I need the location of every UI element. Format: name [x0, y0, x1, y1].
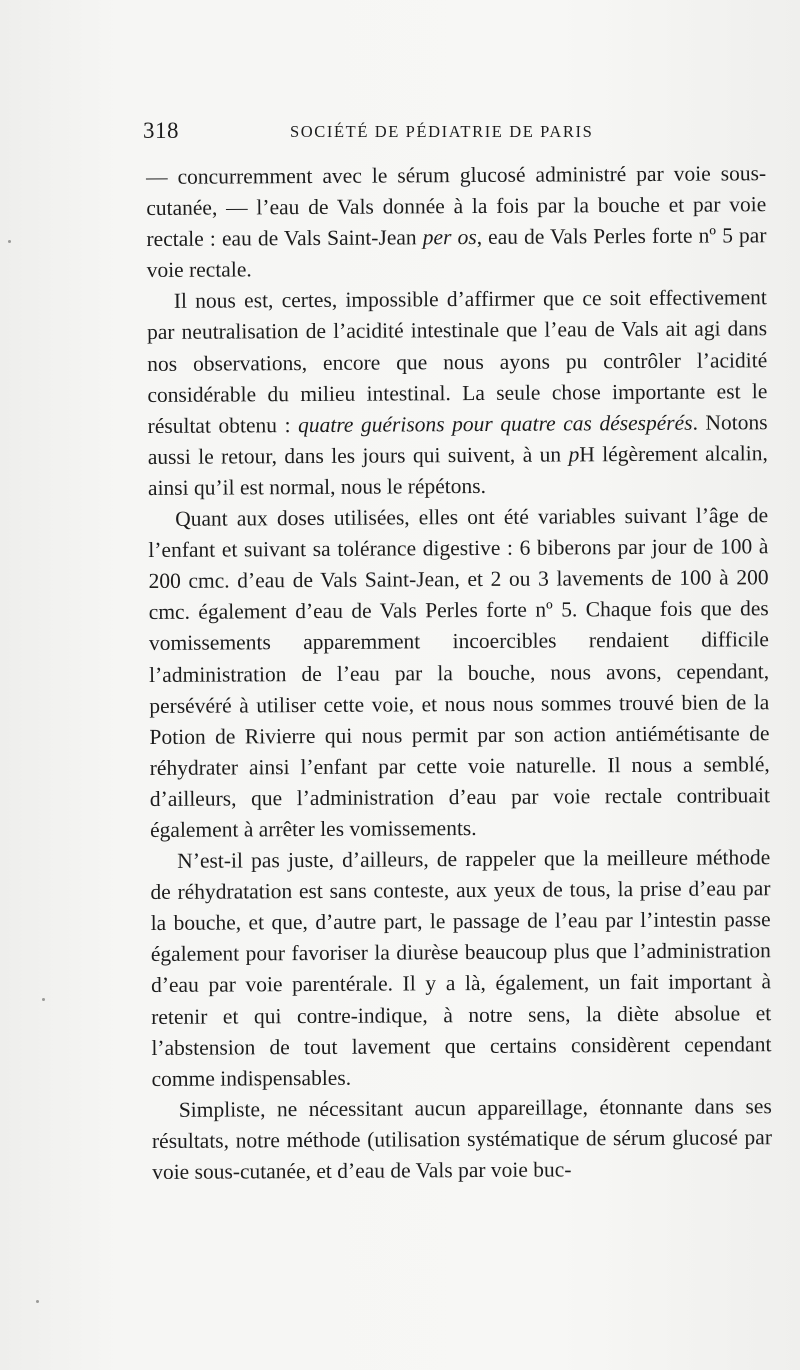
- emphasis-result: quatre guérisons pour quatre cas désespérés: [297, 410, 693, 437]
- paragraph-5: Simpliste, ne nécessitant aucun appareillage, étonnante dans ses résultats, notre méthode (utilisation systématique de sérum glucosé par voie sous-cutanée, et d’eau de Vals par voie buc-: [151, 1094, 773, 1184]
- paper-speck: [42, 998, 45, 1001]
- paper-speck: [36, 1300, 39, 1303]
- paragraph-4: N’est-il pas juste, d’ailleurs, de rappeler que la meilleure méthode de réhydratation est sans conteste, aux yeux de tous, la prise d’eau par la bouche, et que, d’autre part, le passage de l’eau par l’intestin passe également pour favoriser la diurèse beaucoup plus que l’administration d’eau par voie parentérale. Il y a là, également, un fait important à retenir et qui contre-indique, à notre sens, la diète absolue et l’abstension de tout lavement que certains considèrent cependant comme indispensables.: [150, 845, 772, 1091]
- paper-speck: [8, 240, 11, 243]
- body-text: [146, 158, 772, 1188]
- paragraph-2: Il nous est, certes, impossible d’affirmer que ce soit effectivement par neutralisation de l’acidité intestinale que l’eau de Vals ait agi dans nos observations, encore que nous ayons pu contrôler l’acidité considérable du milieu intestinal. La seule chose importante est le résultat obtenu : quatre guérisons pour quatre cas désespérés. Notons aussi le retour, dans les jours qui suivent, à un pH légèrement alcalin, ainsi qu’il est normal, nous le répétons.: [146, 285, 768, 500]
- latin-phrase: per os: [422, 225, 477, 250]
- page-header: [143, 118, 773, 148]
- page-number: 318: [143, 118, 179, 143]
- ph-p: p: [568, 442, 580, 467]
- paragraph-1: — concurremment avec le sérum glucosé administré par voie sous-cutanée, — l’eau de Vals donnée à la fois par la bouche et par voie rectale : eau de Vals Saint-Jean per os, eau de Vals Perles forte nº 5 par voie rectale.: [146, 161, 767, 283]
- paragraph-3: Quant aux doses utilisées, elles ont été variables suivant l’âge de l’enfant et suivant sa tolérance digestive : 6 biberons par jour de 100 à 200 cmc. d’eau de Vals Saint-Jean, et 2 ou 3 lavements de 100 à 200 cmc. également d’eau de Vals Perles forte nº 5. Chaque fois que des vomissements apparemment incoercibles rendaient difficile l’administration de l’eau par la bouche, nous avons, cependant, persévéré à utiliser cette voie, et nous nous sommes trouvé bien de la Potion de Rivierre qui nous permit par son action antiémétisante de réhydrater ainsi l’enfant par cette voie naturelle. Il nous a semblé, d’ailleurs, que l’administration d’eau par voie rectale contribuait également à arrêter les vomissements.: [148, 503, 770, 842]
- running-head: SOCIÉTÉ DE PÉDIATRIE DE PARIS: [290, 122, 594, 141]
